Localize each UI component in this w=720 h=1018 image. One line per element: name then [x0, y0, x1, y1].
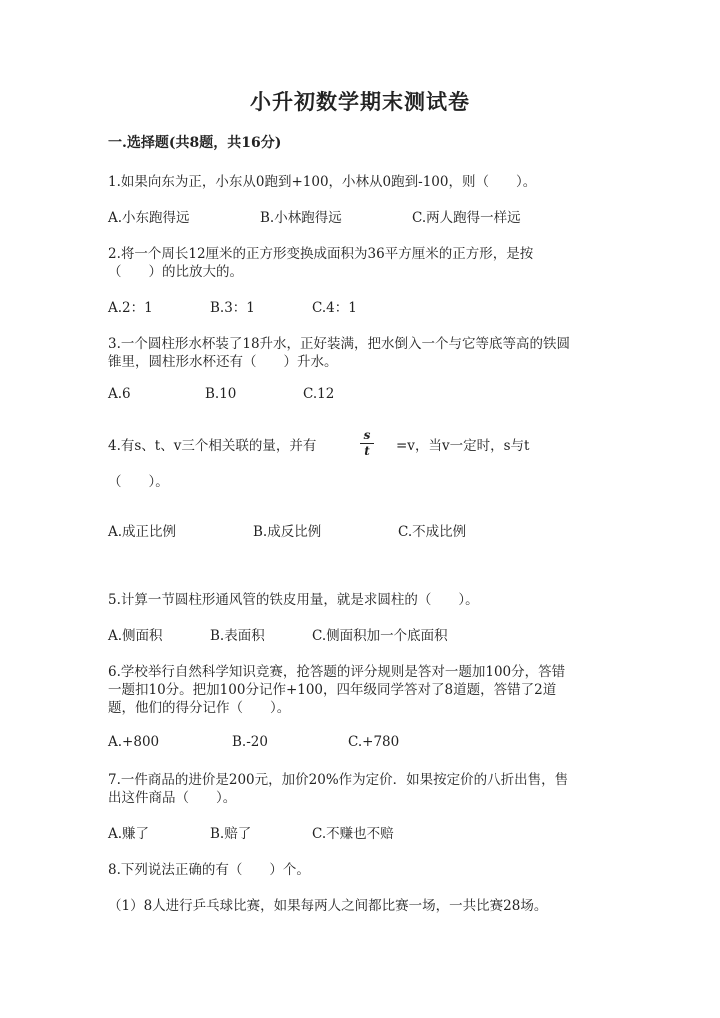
- question-1-option-a[interactable]: A.小东跑得远: [108, 210, 190, 226]
- question-6-option-b[interactable]: B.-20: [232, 734, 268, 750]
- question-5-text: 5.计算一节圆柱形通风管的铁皮用量，就是求圆柱的（ ）。: [108, 592, 479, 608]
- question-7-option-c[interactable]: C.不赚也不赔: [312, 826, 394, 842]
- question-2-option-c[interactable]: C.4：1: [312, 300, 357, 316]
- question-3-option-c[interactable]: C.12: [303, 386, 335, 402]
- question-6-option-c[interactable]: C.+780: [348, 734, 400, 750]
- question-4-option-c[interactable]: C.不成比例: [398, 524, 467, 540]
- question-3-option-b[interactable]: B.10: [205, 386, 237, 402]
- question-7-line-2: 出这件商品（ ）。: [108, 790, 237, 806]
- question-3-line-2: 锥里，圆柱形水杯还有（ ）升水。: [108, 354, 338, 370]
- question-7-option-b[interactable]: B.赔了: [210, 826, 252, 842]
- question-2-option-a[interactable]: A.2：1: [108, 300, 153, 316]
- question-4-prefix: 4.有s、t、v三个相关联的量，并有: [108, 438, 317, 454]
- fraction-numerator: s: [363, 428, 371, 442]
- question-7-line-1: 7.一件商品的进价是200元，加价20%作为定价．如果按定价的八折出售，售: [108, 772, 569, 788]
- question-2-line-1: 2.将一个周长12厘米的正方形变换成面积为36平方厘米的正方形，是按: [108, 246, 534, 262]
- question-4-option-a[interactable]: A.成正比例: [108, 524, 177, 540]
- question-6-line-3: 题，他们的得分记作（ ）。: [108, 700, 291, 716]
- question-6-line-2: 一题扣10分。把加100分记作+100，四年级同学答对了8道题，答错了2道: [108, 682, 557, 698]
- question-1-option-c[interactable]: C.两人跑得一样远: [412, 210, 521, 226]
- fraction-s-over-t: [360, 429, 374, 458]
- question-5-option-c[interactable]: C.侧面积加一个底面积: [312, 628, 448, 644]
- question-5-option-a[interactable]: A.侧面积: [108, 628, 163, 644]
- question-4-line-2: （ ）。: [108, 474, 169, 490]
- section-heading: 一.选择题(共8题，共16分): [108, 135, 282, 151]
- question-4-option-b[interactable]: B.成反比例: [253, 524, 322, 540]
- question-7-option-a[interactable]: A.赚了: [108, 826, 150, 842]
- question-2-line-2: （ ）的比放大的。: [108, 264, 243, 280]
- question-5-option-b[interactable]: B.表面积: [210, 628, 265, 644]
- question-3-line-1: 3.一个圆柱形水杯装了18升水，正好装满，把水倒入一个与它等底等高的铁圆: [108, 336, 571, 352]
- question-6-line-1: 6.学校举行自然科学知识竞赛，抢答题的评分规则是答对一题加100分，答错: [108, 664, 566, 680]
- question-4-suffix: =v，当v一定时，s与t: [396, 438, 530, 454]
- question-2-option-b[interactable]: B.3：1: [210, 300, 255, 316]
- exam-title: 小升初数学期末测试卷: [250, 89, 470, 114]
- question-3-option-a[interactable]: A.6: [108, 386, 131, 402]
- question-8-text: 8.下列说法正确的有（ ）个。: [108, 862, 310, 878]
- question-8-item-1: （1）8人进行乒乓球比赛，如果每两人之间都比赛一场，一共比赛28场。: [108, 898, 548, 914]
- question-6-option-a[interactable]: A.+800: [108, 734, 160, 750]
- fraction-denominator: t: [364, 444, 370, 458]
- question-1-text: 1.如果向东为正，小东从0跑到+100，小林从0跑到-100，则（ ）。: [108, 174, 537, 190]
- question-1-option-b[interactable]: B.小林跑得远: [260, 210, 342, 226]
